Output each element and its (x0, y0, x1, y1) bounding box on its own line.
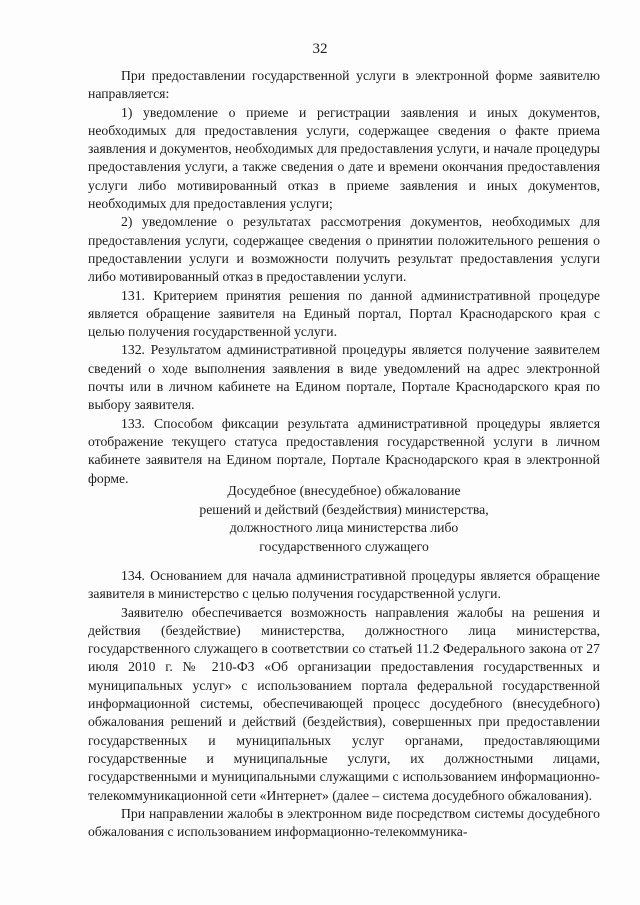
paragraph-electronic-appeal: При направлении жалобы в электронном виде посредством системы досудебного обжалования с использованием информационно-телекоммуника- (88, 805, 600, 840)
paragraph-notification-2: 2) уведомление о результатах рассмотрения документов, необходимых для предоставления услуги, содержащее сведения о принятии положительного решения о предоставлении услуги и возможности получить результат предоставления услуги либо мотивированный отказ в предоставлении услуги. (88, 214, 600, 285)
section-appeal (88, 567, 600, 841)
section-heading (88, 482, 600, 556)
section-electronic-delivery (88, 67, 600, 488)
paragraph-133: 133. Способом фиксации результата административной процедуры является отображение текущего статуса предоставления государственной услуги в личном кабинете заявителя на Едином портале, Портале Краснодарского края в электронной форме. (88, 415, 600, 486)
heading-line: Досудебное (внесудебное) обжалование (227, 483, 461, 498)
heading-line: государственного служащего (259, 538, 429, 554)
paragraph-131: 131. Критерием принятия решения по данной административной процедуре является обращение заявителя на Единый портал, Портал Краснодарского края с целью получения государственной услуги. (88, 287, 600, 340)
page-number: 32 (312, 41, 328, 57)
paragraph-134: 134. Основанием для начала административной процедуры является обращение заявителя в министерство с целью получения государственной услуги. (88, 568, 600, 602)
heading-line: решений и действий (бездействия) министерства, (199, 501, 489, 517)
paragraph-132: 132. Результатом административной процедуры является получение заявителем сведений о ходе выполнения заявления в виде уведомлений на адрес электронной почты или в личном кабинете на Едином портале, Портале Краснодарского края по выбору заявителя. (88, 342, 600, 413)
paragraph-notification-1: 1) уведомление о приеме и регистрации заявления и иных документов, необходимых для предоставления услуги, содержащее сведения о факте приема заявления и документов, необходимых для предоставления услуги, и начале процедуры предоставления услуги, а также сведения о дате и времени окончания предоставления услуги либо мотивированный отказ в приеме заявления и иных документов, необходимых для предоставления услуги; (88, 104, 600, 212)
paragraph-appeal-rights: Заявителю обеспечивается возможность направления жалобы на решения и действия (бездействие) министерства, должностного лица министерства, государственного служащего в соответствии со статьей 11.2 Федерального закона от 27 июля 2010 г. № 210-ФЗ «Об организации предоставления государственных и муниципальных услуг» с использованием портала федеральной государственной информационной системы, обеспечивающей процесс досудебного (внесудебного) обжалования решений и действий (бездействия), совершенных при предоставлении государственных и муниципальных услуг органами, предоставляющими государственные и муниципальные услуги, их должностными лицами, государственными и муниципальными служащими с использованием информационно-телекоммуникационной сети «Интернет» (далее – система досудебного обжалования). (88, 604, 600, 803)
paragraph-intro: При предоставлении государственной услуги в электронной форме заявителю направляется: (88, 68, 600, 102)
heading-line: должностного лица министерства либо (229, 520, 459, 536)
